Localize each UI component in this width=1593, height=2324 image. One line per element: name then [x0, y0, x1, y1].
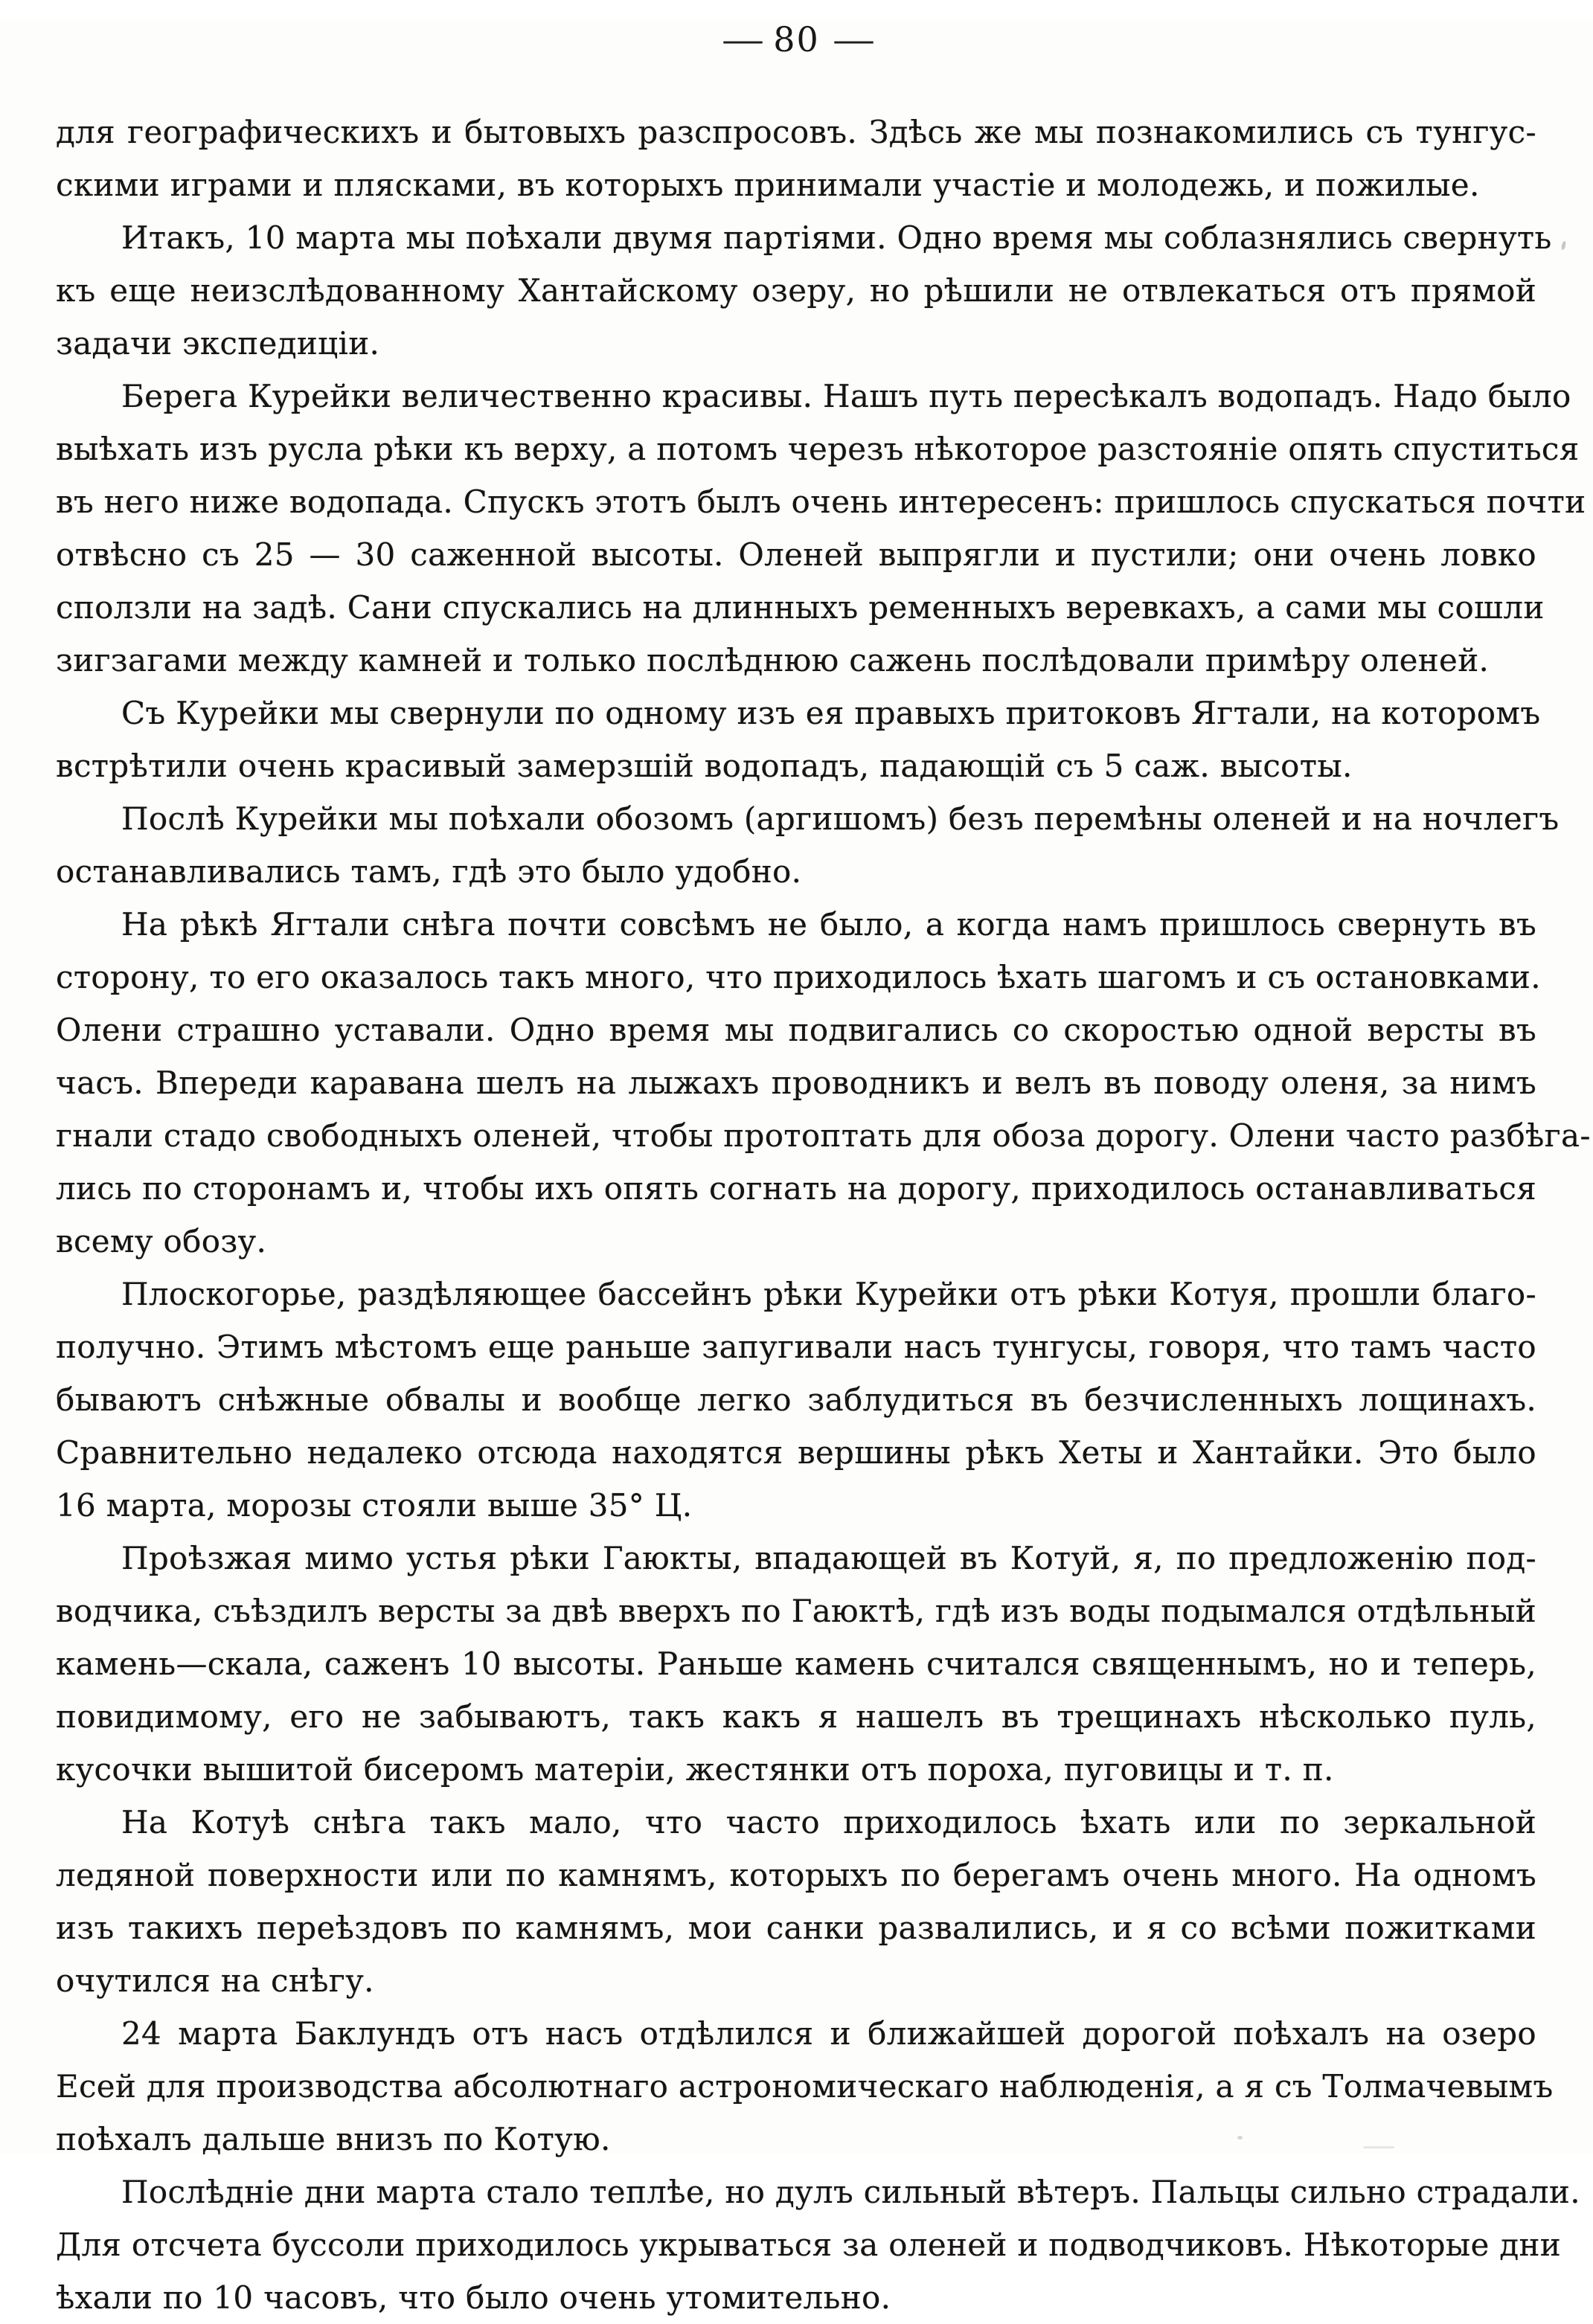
text-line: Есей для производства абсолютнаго астрономическаго наблюденія, а я съ Толмачевымъ: [56, 2068, 1554, 2105]
text-line: камень—скала, саженъ 10 высоты. Раньше камень считался священнымъ, но и теперь,: [56, 1646, 1536, 1682]
text-line: встрѣтили очень красивый замерзшій водопадъ, падающій съ 5 саж. высоты.: [56, 748, 1353, 784]
text-line: отвѣсно съ 25 — 30 саженной высоты. Оленей выпрягли и пустили; они очень ловко: [56, 536, 1536, 573]
header-left-dash: —: [721, 19, 761, 60]
text-line: останавливались тамъ, гдѣ это было удобно.: [56, 853, 802, 890]
text-line: На рѣкѣ Ягтали снѣга почти совсѣмъ не было, а когда намъ пришлось свернуть въ: [121, 906, 1536, 943]
scan-speck: [1561, 241, 1567, 251]
text-line: изъ такихъ переѣздовъ по камнямъ, мои санки развалились, и я со всѣми пожитками: [56, 1910, 1536, 1946]
text-line: кусочки вышитой бисеромъ матеріи, жестянки отъ пороха, пуговицы и т. п.: [56, 1751, 1334, 1788]
page-text: [56, 106, 1591, 2324]
paragraph: [56, 1532, 1536, 1796]
text-line: бываютъ снѣжные обвалы и вообще легко заблудиться въ безчисленныхъ лощинахъ.: [56, 1381, 1536, 1418]
text-line: водчика, съѣздилъ версты за двѣ вверхъ по Гаюктѣ, гдѣ изъ воды подымался отдѣльный: [56, 1593, 1536, 1629]
text-line: Сравнительно недалеко отсюда находятся вершины рѣкъ Хеты и Хантайки. Это было: [56, 1434, 1536, 1471]
text-line: сползли на задѣ. Сани спускались на длинныхъ ременныхъ веревкахъ, а сами мы сошли: [56, 589, 1545, 626]
text-line: получно. Этимъ мѣстомъ еще раньше запугивали насъ тунгусы, говоря, что тамъ часто: [56, 1329, 1536, 1365]
text-line: На Котуѣ снѣга такъ мало, что часто приходилось ѣхать или по зеркальной: [121, 1804, 1536, 1840]
paragraph: [56, 1268, 1536, 1532]
header-right-dash: —: [832, 19, 872, 60]
text-line: повидимому, его не забываютъ, такъ какъ я нашелъ въ трещинахъ нѣсколько пуль,: [56, 1698, 1536, 1735]
text-line: 24 марта Баклундъ отъ насъ отдѣлился и ближайшей дорогой поѣхалъ на озеро: [121, 2015, 1536, 2052]
paragraph: [56, 2166, 1580, 2324]
text-line: Итакъ, 10 марта мы поѣхали двумя партіями. Одно время мы соблазнялись свернуть: [121, 219, 1552, 256]
text-line: часъ. Впереди каравана шелъ на лыжахъ проводникъ и велъ въ поводу оленя, за нимъ: [56, 1065, 1536, 1101]
text-line: ледяной поверхности или по камнямъ, которыхъ по берегамъ очень много. На одномъ: [56, 1857, 1536, 1893]
text-line: выѣхать изъ русла рѣки къ верху, а потомъ черезъ нѣкоторое разстояніе опять спуститься: [56, 431, 1580, 467]
paragraph: [56, 211, 1552, 370]
text-line: гнали стадо свободныхъ оленей, чтобы протоптать для обоза дорогу. Олени часто разбѣга-: [56, 1117, 1591, 1154]
text-line: Для отсчета буссоли приходилось укрываться за оленей и подводчиковъ. Нѣкоторые дни: [56, 2227, 1562, 2263]
text-line: Олени страшно уставали. Одно время мы подвигались со скоростью одной версты въ: [56, 1012, 1536, 1048]
text-line: Съ Курейки мы свернули по одному изъ ея правыхъ притоковъ Ягтали, на которомъ: [121, 695, 1541, 731]
text-line: Послѣ Курейки мы поѣхали обозомъ (аргишомъ) безъ перемѣны оленей и на ночлегъ: [121, 800, 1560, 837]
paragraph: [56, 2007, 1554, 2166]
text-line: всему обозу.: [56, 1223, 267, 1259]
text-line: Проѣзжая мимо устья рѣки Гаюкты, впадающей въ Котуй, я, по предложенію под-: [121, 1540, 1536, 1576]
text-line: ѣхали по 10 часовъ, что было очень утомительно.: [56, 2279, 891, 2316]
paragraph: [56, 1796, 1536, 2007]
text-line: задачи экспедиціи.: [56, 325, 380, 362]
text-line: для географическихъ и бытовыхъ разспросовъ. Здѣсь же мы познакомились съ тунгус-: [56, 114, 1536, 150]
page-number: 80: [773, 19, 820, 60]
text-line: 16 марта, морозы стояли выше 35° Ц.: [56, 1487, 693, 1524]
scanned-book-page: [0, 19, 1593, 2316]
paragraph: [56, 687, 1541, 792]
paragraph: [56, 792, 1560, 898]
text-line: къ еще неизслѣдованному Хантайскому озеру, но рѣшили не отвлекаться отъ прямой: [56, 272, 1536, 309]
paragraph: [56, 106, 1536, 211]
paragraph: [56, 370, 1586, 687]
text-line: поѣхалъ дальше внизъ по Котую.: [56, 2121, 611, 2157]
text-line: скими играми и плясками, въ которыхъ принимали участіе и молодежь, и пожилые.: [56, 167, 1480, 203]
text-line: сторону, то его оказалось такъ много, что приходилось ѣхать шагомъ и съ остановками.: [56, 959, 1541, 995]
text-line: зигзагами между камней и только послѣднюю сажень послѣдовали примѣру оленей.: [56, 642, 1490, 678]
text-line: очутился на снѣгу.: [56, 1962, 374, 1999]
text-line: лись по сторонамъ и, чтобы ихъ опять согнать на дорогу, приходилось останавливаться: [56, 1170, 1536, 1207]
text-line: Послѣдніе дни марта стало теплѣе, но дулъ сильный вѣтеръ. Пальцы сильно страдали.: [121, 2174, 1580, 2210]
page-header: [0, 21, 1593, 58]
scan-speck: [1237, 2136, 1243, 2140]
text-line: Плоскогорье, раздѣляющее бассейнъ рѣки Курейки отъ рѣки Котуя, прошли благо-: [121, 1276, 1536, 1312]
paragraph: [56, 898, 1591, 1268]
text-line: въ него ниже водопада. Спускъ этотъ былъ очень интересенъ: пришлось спускаться почти: [56, 484, 1586, 520]
scan-speck: [1363, 2146, 1394, 2148]
text-line: Берега Курейки величественно красивы. Нашъ путь пересѣкалъ водопадъ. Надо было: [121, 378, 1571, 414]
